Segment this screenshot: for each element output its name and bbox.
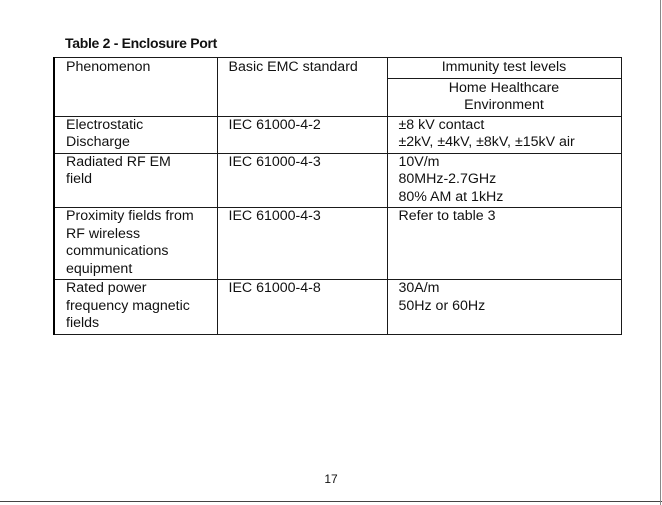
cell-standard: IEC 61000-4-8 <box>217 280 387 335</box>
cell-text: communications <box>66 243 169 259</box>
cell-text: Refer to table 3 <box>398 208 496 224</box>
cell-text: fields <box>66 315 100 331</box>
environment-line-2: Environment <box>464 97 544 113</box>
right-divider <box>660 0 661 505</box>
cell-text: RF wireless <box>66 225 141 242</box>
table-title: Table 2 - Enclosure Port <box>65 35 218 51</box>
cell-levels <box>387 116 621 153</box>
page-number: 17 <box>324 472 338 486</box>
environment-line-1: Home Healthcare <box>448 79 560 96</box>
cell-text: Discharge <box>66 134 130 150</box>
cell-levels <box>387 280 621 335</box>
cell-levels <box>387 208 621 280</box>
cell-standard: IEC 61000-4-3 <box>217 208 387 280</box>
cell-text: 80% AM at 1kHz <box>398 188 504 205</box>
header-immunity-test-levels: Immunity test levels <box>387 58 621 79</box>
enclosure-port-table <box>53 57 622 335</box>
cell-text: Radiated RF EM <box>66 153 171 170</box>
cell-text: field <box>66 171 93 187</box>
cell-phenomenon <box>54 280 217 335</box>
cell-standard: IEC 61000-4-2 <box>217 116 387 153</box>
bottom-divider <box>0 501 662 502</box>
header-basic-emc-standard: Basic EMC standard <box>217 58 387 117</box>
cell-text: ±8 kV contact <box>398 116 485 133</box>
table-row <box>54 116 621 153</box>
cell-standard: IEC 61000-4-3 <box>217 153 387 208</box>
cell-phenomenon <box>54 153 217 208</box>
cell-text: 30A/m <box>398 280 440 296</box>
cell-phenomenon <box>54 208 217 280</box>
cell-text: frequency magnetic <box>66 297 190 314</box>
cell-text: 10V/m <box>398 153 440 170</box>
table-row <box>54 280 621 335</box>
header-home-healthcare-environment <box>387 78 621 116</box>
cell-text: equipment <box>66 260 133 277</box>
cell-text: 80MHz-2.7GHz <box>398 171 497 187</box>
cell-text: ±2kV, ±4kV, ±8kV, ±15kV air <box>398 134 575 150</box>
cell-text: Rated power <box>66 280 147 296</box>
cell-levels <box>387 153 621 208</box>
cell-text: 50Hz or 60Hz <box>398 297 486 314</box>
cell-phenomenon <box>54 116 217 153</box>
table-row <box>54 153 621 208</box>
table-row <box>54 208 621 280</box>
cell-text: Electrostatic <box>66 116 144 133</box>
header-phenomenon: Phenomenon <box>54 58 217 117</box>
cell-text: Proximity fields from <box>66 208 194 224</box>
